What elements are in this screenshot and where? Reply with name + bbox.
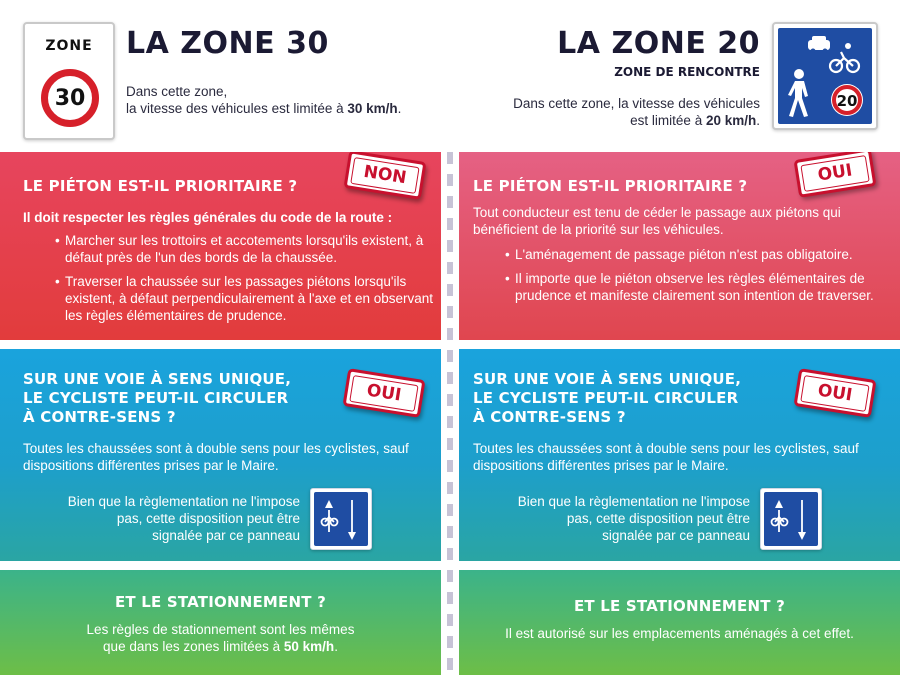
zone-20-desc-line2 bbox=[460, 112, 760, 129]
list-item: • Il importe que le piéton observe les règles élémentaires de prudence et manifeste clairement son intention de traverser. bbox=[505, 270, 885, 304]
pedestrian-bullets-left bbox=[55, 232, 435, 331]
pedestrian-intro-right: Tout conducteur est tenu de céder le passage aux piétons qui bénéficient de la priorité sur les véhicules. bbox=[473, 205, 841, 237]
cyclist-question-right-line2: LE CYCLISTE PEUT-IL CIRCULER bbox=[473, 389, 739, 407]
yes-stamp-icon bbox=[794, 152, 877, 198]
zone-30-desc-line2 bbox=[126, 100, 466, 117]
zone-20-desc-speed: 20 km/h bbox=[705, 113, 757, 128]
zone-20-sign-pictogram bbox=[778, 28, 872, 124]
header bbox=[0, 0, 900, 152]
zone-30-sign-word: ZONE bbox=[45, 38, 93, 54]
pedestrian-intro-left: Il doit respecter les règles générales du code de la route : bbox=[23, 210, 393, 225]
cyclist-text-right: Toutes les chaussées sont à double sens pour les cyclistes, sauf dispositions différentes prises par le Maire. bbox=[473, 441, 859, 473]
zone-30-desc-line1: Dans cette zone, bbox=[126, 84, 228, 99]
parking-text-left-speed: 50 km/h bbox=[283, 639, 335, 654]
no-stamp-label: NON bbox=[350, 157, 419, 194]
zone-30-title: LA ZONE 30 bbox=[126, 26, 329, 61]
list-item: • Marcher sur les trottoirs et accotements lorsqu'ils existent, à défaut près de l'un des bords de la chaussée. bbox=[55, 232, 435, 266]
zone-20-encounter-sign-icon bbox=[772, 22, 878, 130]
yes-stamp-label: OUI bbox=[800, 375, 869, 412]
zone-30-desc-suffix: . bbox=[397, 101, 402, 116]
parking-text-left-prefix: que dans les zones limitées à bbox=[103, 639, 284, 654]
zone-20-desc-line1: Dans cette zone, la vitesse des véhicules bbox=[513, 96, 760, 111]
pedestrian-panel-zone20 bbox=[459, 152, 900, 340]
cyclist-question-right-line3: À CONTRE-SENS ? bbox=[473, 408, 626, 426]
zone-30-sign-icon bbox=[23, 22, 115, 140]
pedestrian-panel-zone30 bbox=[0, 152, 441, 340]
car-icon bbox=[808, 36, 830, 54]
column-divider bbox=[447, 152, 453, 675]
pedestrian-bullets-right bbox=[505, 246, 885, 311]
parking-panel-zone20 bbox=[459, 570, 900, 675]
yes-stamp-icon bbox=[794, 368, 877, 418]
parking-text-left-line2 bbox=[0, 638, 441, 655]
parking-question-right: ET LE STATIONNEMENT ? bbox=[573, 597, 786, 615]
cyclist-note-left: Bien que la règlementation ne l'impose pas, cette disposition peut être signalée par ce panneau bbox=[67, 494, 300, 543]
zone-20-title: LA ZONE 20 bbox=[557, 26, 760, 61]
cyclist-question-right bbox=[473, 370, 741, 427]
cyclist-question-left-line3: À CONTRE-SENS ? bbox=[23, 408, 176, 426]
zone-20-desc-prefix: est limitée à bbox=[630, 113, 706, 128]
yes-stamp-label: OUI bbox=[349, 375, 418, 412]
list-item: • L'aménagement de passage piéton n'est pas obligatoire. bbox=[505, 246, 885, 263]
parking-text-left-suffix: . bbox=[334, 639, 338, 654]
contraflow-sign-face bbox=[764, 492, 818, 546]
contraflow-sign-pictogram bbox=[764, 492, 818, 546]
list-item: • Traverser la chaussée sur les passages piétons lorsqu'ils existent, à défaut perpendiculairement à l'axe et en observant les règles élémentaires de prudence. bbox=[55, 273, 435, 324]
contraflow-bike-sign-icon bbox=[310, 488, 372, 550]
pedestrian-icon bbox=[788, 69, 808, 117]
cyclist-panel-zone30 bbox=[0, 349, 441, 561]
contraflow-bike-sign-icon bbox=[760, 488, 822, 550]
cyclist-icon bbox=[830, 52, 859, 72]
cyclist-text-left: Toutes les chaussées sont à double sens pour les cyclistes, sauf dispositions différentes prises par le Maire. bbox=[23, 441, 409, 473]
zone-30-desc-prefix: la vitesse des véhicules est limitée à bbox=[126, 101, 348, 116]
zone-20-desc-suffix: . bbox=[756, 113, 760, 128]
parking-panel-zone30 bbox=[0, 570, 441, 675]
parking-text-left-line1: Les règles de stationnement sont les mêmes bbox=[86, 622, 355, 637]
pedestrian-question-right: LE PIÉTON EST-IL PRIORITAIRE ? bbox=[473, 177, 748, 195]
cyclist-note-right: Bien que la règlementation ne l'impose pas, cette disposition peut être signalée par ce panneau bbox=[517, 494, 750, 543]
zone-20-description bbox=[460, 95, 760, 129]
zone-30-desc-speed: 30 km/h bbox=[347, 101, 398, 116]
cyclist-question-left-line1: SUR UNE VOIE À SENS UNIQUE, bbox=[23, 370, 292, 388]
zone-20-subtitle: ZONE DE RENCONTRE bbox=[614, 65, 760, 79]
cyclist-question-right-line1: SUR UNE VOIE À SENS UNIQUE, bbox=[473, 370, 742, 388]
contraflow-sign-face bbox=[314, 492, 368, 546]
parking-question-left: ET LE STATIONNEMENT ? bbox=[114, 593, 327, 611]
pedestrian-question-left: LE PIÉTON EST-IL PRIORITAIRE ? bbox=[23, 177, 298, 195]
cyclist-question-left-line2: LE CYCLISTE PEUT-IL CIRCULER bbox=[23, 389, 289, 407]
yes-stamp-label: OUI bbox=[800, 155, 869, 192]
zone-20-sign-speed: 20 bbox=[836, 92, 858, 110]
zone-20-sign-face bbox=[778, 28, 872, 124]
zone-30-description bbox=[126, 83, 466, 117]
zone-30-speed-disc: 30 bbox=[41, 69, 99, 127]
parking-text-right: Il est autorisé sur les emplacements aménagés à cet effet. bbox=[505, 626, 854, 641]
yes-stamp-icon bbox=[343, 368, 426, 418]
cyclist-question-left bbox=[23, 370, 291, 427]
parking-text-left bbox=[0, 621, 441, 655]
no-stamp-icon bbox=[344, 152, 427, 200]
cyclist-panel-zone20 bbox=[459, 349, 900, 561]
contraflow-sign-pictogram bbox=[314, 492, 368, 546]
cyclist-head-icon bbox=[845, 43, 851, 49]
